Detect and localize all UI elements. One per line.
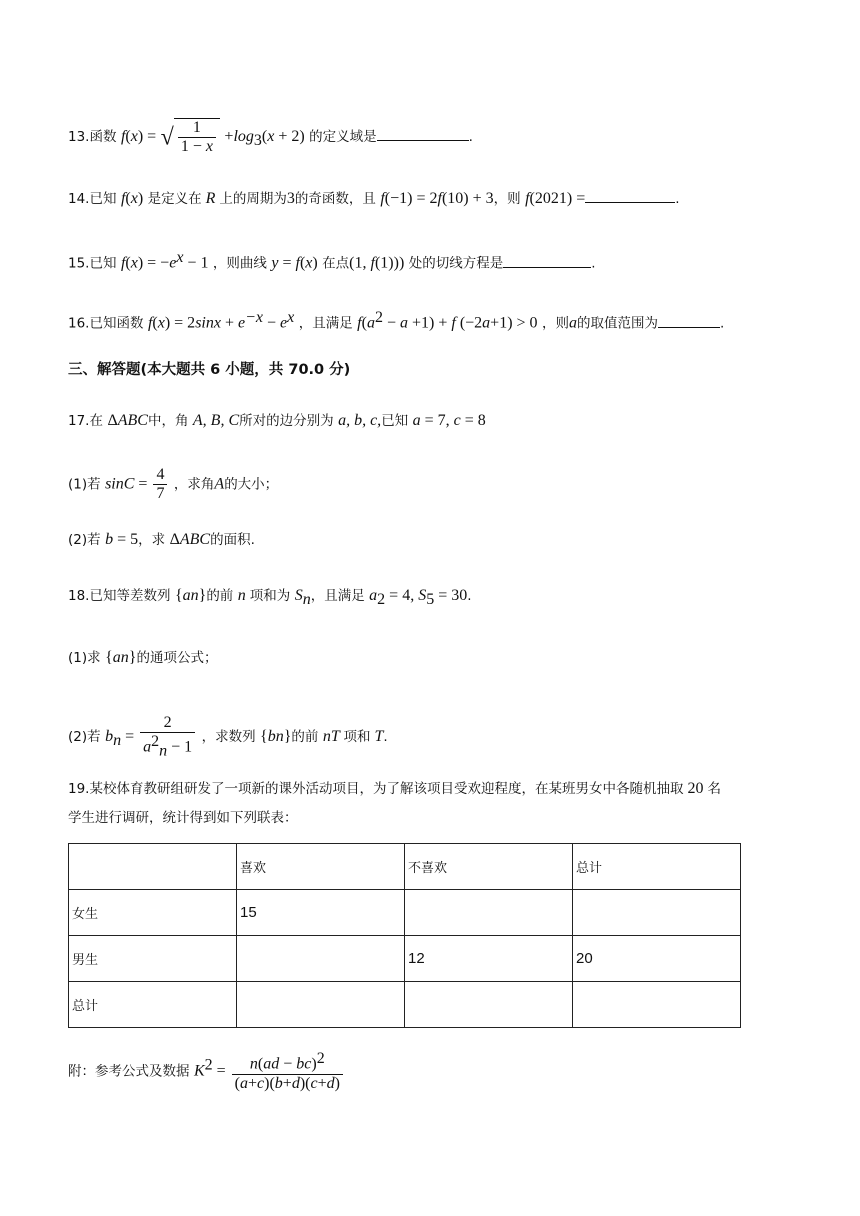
- question-17-part-1: (1)若 sinC = $\frac{4}{7}$ ，求角A的大小；: [68, 466, 279, 502]
- question-19: 19.某校体育教研组研发了一项新的课外活动项目，为了解该项目受欢迎程度，在某班男女中各随机抽取 20 名: [68, 780, 721, 797]
- question-13: 13.函数 f(x) = √ $\frac{1}{1 - x}$ $+\log_3(x + 2)$ 的定义域是 .: [68, 119, 473, 155]
- table-cell: 女生: [69, 890, 237, 936]
- question-15: 15.已知 $f(x) = -e^x - 1$ ，则曲线 y = f(x) 在点(1, f(1))) 处的切线方程是 .: [68, 249, 596, 272]
- answer-blank: [585, 188, 675, 203]
- answer-blank: [377, 126, 469, 141]
- table-cell: 15: [237, 890, 405, 936]
- table-cell: 20: [573, 936, 741, 982]
- table-cell: [573, 890, 741, 936]
- question-17-part-2: (2)若 b = 5，求 ΔABC的面积.: [68, 531, 255, 548]
- reference-formula: 附：参考公式及数据 $K^2$ = $\frac{n(ad - bc)^2}{(a+c)(b+d)(c+d)}$: [68, 1050, 345, 1093]
- table-cell: 喜欢: [237, 844, 405, 890]
- question-18-part-1: (1)求 {an}的通项公式；: [68, 649, 218, 666]
- table-cell: [573, 982, 741, 1028]
- table-cell: 不喜欢: [405, 844, 573, 890]
- table-cell: [237, 982, 405, 1028]
- table-row: [69, 936, 741, 982]
- table-cell: 总计: [69, 982, 237, 1028]
- answer-blank: [503, 253, 591, 268]
- table-cell: [405, 890, 573, 936]
- table-cell: [69, 844, 237, 890]
- table-cell: [405, 982, 573, 1028]
- question-16: 16.已知函数 $f(x) = 2\sin x + e^{-x} - e^x$ ，且满足 $f(a^2 - a +1) + f$ (−2a+1) > 0 ，则a的取值范围为 .: [68, 309, 725, 332]
- q13-number: 13.: [68, 129, 90, 145]
- table-cell: [237, 936, 405, 982]
- table-row: [69, 982, 741, 1028]
- table-row: [69, 890, 741, 936]
- question-19-line-2: 学生进行调研，统计得到如下列联表：: [68, 810, 298, 826]
- section-heading: 三、解答题(本大题共 6 小题，共 70.0 分): [68, 362, 351, 378]
- table-cell: 男生: [69, 936, 237, 982]
- contingency-table: [68, 843, 741, 1028]
- sqrt-expression: √ $\frac{1}{1 - x}$: [161, 118, 220, 156]
- question-18-part-2: (2)若 $b_n$ = $\frac{2}{a^2_n - 1}$ ，求数列 {bn}的前 nT 项和 T.: [68, 714, 388, 760]
- question-17: 17.在 ΔABC中，角 A, B, C所对的边分别为 a, b, c,已知 a = 7, c = 8: [68, 412, 486, 429]
- table-row: [69, 844, 741, 890]
- question-18: 18.已知等差数列 {an}的前 n 项和为 $S_n$，且满足 $a_2 = 4$, $S_5 = 30$.: [68, 587, 472, 608]
- answer-blank: [658, 313, 720, 328]
- table-cell: 总计: [573, 844, 741, 890]
- table-cell: 12: [405, 936, 573, 982]
- question-14: 14.已知 f(x) 是定义在 R 上的周期为3的奇函数，且 f(−1) = 2f(10) + 3，则 f(2021) = .: [68, 190, 680, 207]
